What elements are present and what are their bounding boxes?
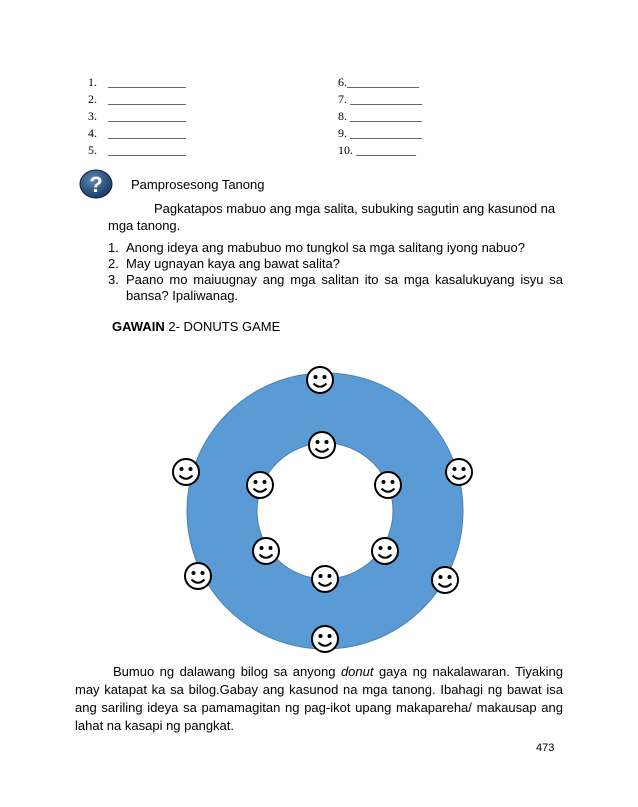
blank-row-6: 6.____________ bbox=[338, 75, 419, 89]
smiley-inner-upper-left bbox=[247, 472, 273, 498]
smiley-outer-lower-left bbox=[185, 563, 211, 589]
question-item-3: 3. Paano mo maiuugnay ang mga salitan ito sa mga kasalukuyang isyu sa bansa? Ipaliwanag. bbox=[108, 272, 563, 303]
intro-paragraph: Pagkatapos mabuo ang mga salita, subuking sagutin ang kasunod na mga tanong. bbox=[108, 201, 556, 233]
smiley-outer-bottom bbox=[312, 626, 338, 652]
question-item-1: 1. Anong ideya ang mabubuo mo tungkol sa mga salitang iyong nabuo? bbox=[108, 240, 525, 255]
instructions-paragraph: Bumuo ng dalawang bilog sa anyong donut gaya ng nakalawaran. Tiyaking may katapat ka sa bilog.Gabay ang kasunod na mga tanong. Ibahagi ng bawat isa ang sariling ideya sa pamamagitan ng pag-ikot upang makapareha/ makausap ang lahat na kasapi ng pangkat. bbox=[75, 664, 563, 733]
svg-text:?: ? bbox=[89, 172, 103, 197]
blank-row-8: 8. ____________ bbox=[338, 109, 422, 123]
smiley-outer-upper-right bbox=[446, 459, 472, 485]
blank-row-10: 10. __________ bbox=[338, 143, 416, 157]
question-item-2: 2. May ugnayan kaya ang bawat salita? bbox=[108, 256, 340, 271]
smiley-outer-top bbox=[307, 367, 333, 393]
smiley-inner-upper-right bbox=[375, 472, 401, 498]
blank-row-7: 7. ____________ bbox=[338, 92, 422, 106]
smiley-inner-lower-right bbox=[372, 538, 398, 564]
blank-row-3: 3. _____________ bbox=[88, 109, 186, 123]
activity-heading: GAWAIN 2- DONUTS GAME bbox=[112, 319, 281, 334]
blank-row-2: 2. _____________ bbox=[88, 92, 186, 106]
smiley-inner-top bbox=[309, 432, 335, 458]
smiley-inner-lower-left bbox=[253, 538, 279, 564]
blank-row-1: 1. _____________ bbox=[88, 75, 186, 89]
smiley-inner-bottom bbox=[312, 566, 338, 592]
section-title: Pamprosesong Tanong bbox=[131, 177, 265, 192]
blank-row-9: 9. ____________ bbox=[338, 126, 422, 140]
smiley-outer-lower-right bbox=[432, 567, 458, 593]
blank-row-5: 5. _____________ bbox=[88, 143, 186, 157]
smiley-outer-upper-left bbox=[173, 459, 199, 485]
blank-row-4: 4. _____________ bbox=[88, 126, 186, 140]
page-number: 473 bbox=[536, 742, 555, 754]
